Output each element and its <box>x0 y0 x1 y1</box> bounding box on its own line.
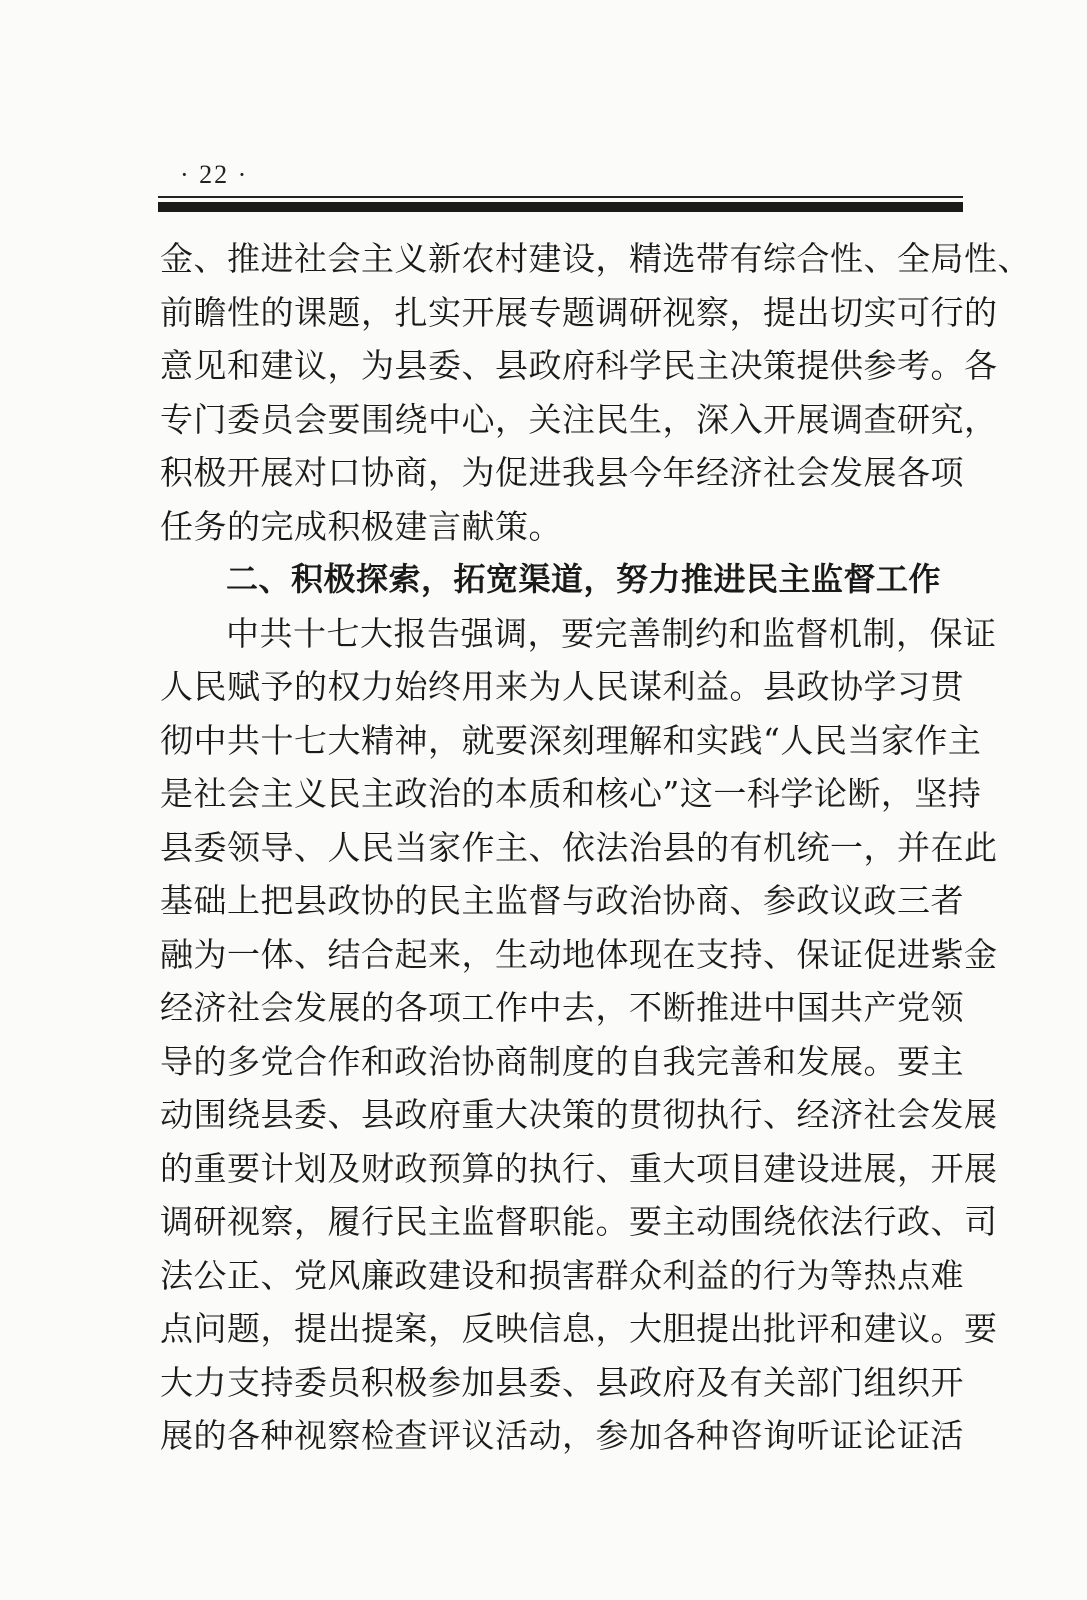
text-line: 是社会主义民主政治的本质和核心”这一科学论断，坚持 <box>160 774 982 813</box>
text-line: 导的多党合作和政治协商制度的自我完善和发展。要主 <box>160 1041 964 1081</box>
text-line: 前瞻性的课题，扎实开展专题调研视察，提出切实可行的 <box>160 292 998 332</box>
text-line: 县委领导、人民当家作主、依法治县的有机统一，并在此 <box>160 827 998 867</box>
text-line: 法公正、党风廉政建设和损害群众利益的行为等热点难 <box>160 1255 964 1295</box>
body-text <box>160 232 1031 1463</box>
text-line: 人民赋予的权力始终用来为人民谋利益。县政协学习贯 <box>160 667 964 706</box>
text-line: 金、推进社会主义新农村建设，精选带有综合性、全局性、 <box>160 239 1031 278</box>
text-line: 展的各种视察检查评议活动，参加各种咨询听证论证活 <box>160 1416 964 1455</box>
text-line: 调研视察，履行民主监督职能。要主动围绕依法行政、司 <box>160 1202 998 1241</box>
text-line: 动围绕县委、县政府重大决策的贯彻执行、经济社会发展 <box>160 1095 998 1134</box>
text-line: 融为一体、结合起来，生动地体现在支持、保证促进紫金 <box>160 934 998 974</box>
text-line: 的重要计划及财政预算的执行、重大项目建设进展，开展 <box>160 1148 998 1188</box>
text-line: 意见和建议，为县委、县政府科学民主决策提供参考。各 <box>160 346 998 385</box>
text-line: 任务的完成积极建言献策。 <box>160 506 562 546</box>
text-line: 专门委员会要围绕中心，关注民生，深入开展调查研究， <box>160 399 998 439</box>
text-line: 基础上把县政协的民主监督与政治协商、参政议政三者 <box>160 881 964 920</box>
header-rule-thin <box>158 196 963 198</box>
text-line: 中共十七大报告强调，要完善制约和监督机制，保证 <box>226 613 997 653</box>
header-rule-thick <box>158 202 963 212</box>
text-line: 经济社会发展的各项工作中去，不断推进中国共产党领 <box>160 988 964 1027</box>
text-line: 点问题，提出提案，反映信息，大胆提出批评和建议。要 <box>160 1309 998 1348</box>
page-number: · 22 · <box>180 160 249 189</box>
text-line: 大力支持委员积极参加县委、县政府及有关部门组织开 <box>160 1362 964 1402</box>
text-line: 彻中共十七大精神，就要深刻理解和实践“人民当家作主 <box>160 720 982 760</box>
text-line: 积极开展对口协商，为促进我县今年经济社会发展各项 <box>160 453 964 492</box>
section-heading: 二、积极探索，拓宽渠道，努力推进民主监督工作 <box>226 560 942 598</box>
